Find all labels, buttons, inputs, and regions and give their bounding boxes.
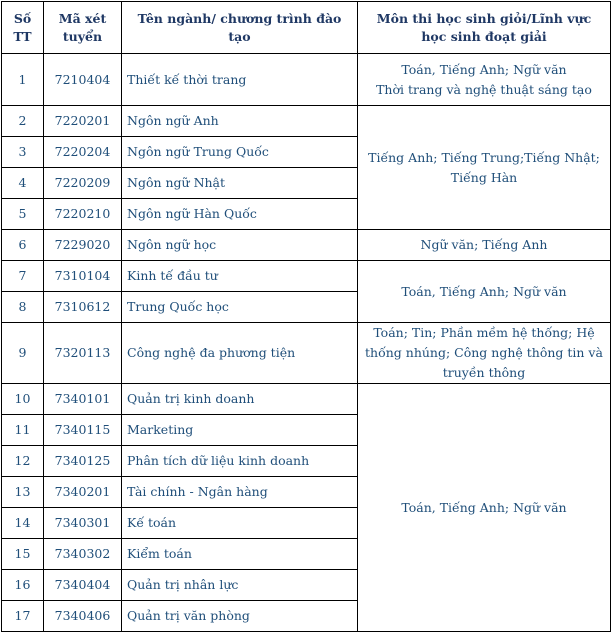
table-row bbox=[2, 323, 611, 384]
mon-line: Tiếng Anh; Tiếng Trung;Tiếng Nhật; Tiếng Hàn bbox=[368, 149, 600, 185]
cell-ten: Phân tích dữ liệu kinh doanh bbox=[122, 446, 358, 477]
header-row bbox=[2, 2, 611, 54]
mon-line: Thời trang và nghệ thuật sáng tạo bbox=[376, 81, 592, 97]
cell-mon-group-1 bbox=[358, 54, 611, 106]
cell-stt: 7 bbox=[2, 261, 44, 292]
cell-ma: 7320113 bbox=[44, 323, 122, 384]
cell-ten: Ngôn ngữ Anh bbox=[122, 106, 358, 137]
cell-stt: 1 bbox=[2, 54, 44, 106]
mon-line: Ngữ văn; Tiếng Anh bbox=[420, 237, 548, 252]
cell-ma: 7220210 bbox=[44, 199, 122, 230]
table-row bbox=[2, 230, 611, 261]
cell-ten: Quản trị kinh doanh bbox=[122, 384, 358, 415]
cell-mon-group-4 bbox=[358, 261, 611, 323]
cell-stt: 10 bbox=[2, 384, 44, 415]
cell-ten: Marketing bbox=[122, 415, 358, 446]
cell-ma: 7340404 bbox=[44, 570, 122, 601]
header-ma-xet-tuyen: Mã xét tuyển bbox=[44, 2, 122, 54]
cell-ten: Ngôn ngữ Nhật bbox=[122, 168, 358, 199]
mon-line: Toán; Tin; Phần mềm hệ thống; Hệ thống nhúng; Công nghệ thông tin và truyền thông bbox=[365, 325, 603, 380]
cell-ma: 7340125 bbox=[44, 446, 122, 477]
cell-stt: 5 bbox=[2, 199, 44, 230]
admission-table bbox=[1, 1, 611, 632]
cell-ma: 7220204 bbox=[44, 137, 122, 168]
cell-stt: 13 bbox=[2, 477, 44, 508]
table-row bbox=[2, 106, 611, 137]
cell-mon-group-6 bbox=[358, 384, 611, 632]
cell-ma: 7229020 bbox=[44, 230, 122, 261]
cell-ten: Ngôn ngữ Hàn Quốc bbox=[122, 199, 358, 230]
mon-line: Toán, Tiếng Anh; Ngữ văn bbox=[401, 283, 567, 299]
cell-ten: Ngôn ngữ học bbox=[122, 230, 358, 261]
cell-mon-group-2 bbox=[358, 106, 611, 230]
cell-stt: 3 bbox=[2, 137, 44, 168]
table-row bbox=[2, 261, 611, 292]
cell-stt: 6 bbox=[2, 230, 44, 261]
cell-mon-group-5 bbox=[358, 323, 611, 384]
cell-ten: Ngôn ngữ Trung Quốc bbox=[122, 137, 358, 168]
mon-line: Toán, Tiếng Anh; Ngữ văn bbox=[401, 499, 567, 515]
cell-mon-group-3 bbox=[358, 230, 611, 261]
cell-ten: Tài chính - Ngân hàng bbox=[122, 477, 358, 508]
cell-ma: 7340115 bbox=[44, 415, 122, 446]
cell-ma: 7340302 bbox=[44, 539, 122, 570]
cell-ma: 7340101 bbox=[44, 384, 122, 415]
cell-stt: 17 bbox=[2, 601, 44, 632]
cell-stt: 16 bbox=[2, 570, 44, 601]
cell-ten: Kinh tế đầu tư bbox=[122, 261, 358, 292]
cell-stt: 12 bbox=[2, 446, 44, 477]
cell-ma: 7220201 bbox=[44, 106, 122, 137]
header-ten-nganh: Tên ngành/ chương trình đào tạo bbox=[122, 2, 358, 54]
cell-ten: Quản trị nhân lực bbox=[122, 570, 358, 601]
cell-ma: 7340201 bbox=[44, 477, 122, 508]
header-mon-thi: Môn thi học sinh giỏi/Lĩnh vực học sinh đoạt giải bbox=[358, 2, 611, 54]
header-stt: Số TT bbox=[2, 2, 44, 54]
cell-ten: Thiết kế thời trang bbox=[122, 54, 358, 106]
cell-ten: Kế toán bbox=[122, 508, 358, 539]
cell-stt: 4 bbox=[2, 168, 44, 199]
cell-ma: 7310612 bbox=[44, 292, 122, 323]
cell-stt: 9 bbox=[2, 323, 44, 384]
cell-ten: Công nghệ đa phương tiện bbox=[122, 323, 358, 384]
cell-stt: 11 bbox=[2, 415, 44, 446]
cell-ten: Trung Quốc học bbox=[122, 292, 358, 323]
cell-stt: 15 bbox=[2, 539, 44, 570]
cell-ten: Quản trị văn phòng bbox=[122, 601, 358, 632]
table-row bbox=[2, 54, 611, 106]
cell-ten: Kiểm toán bbox=[122, 539, 358, 570]
table-row bbox=[2, 384, 611, 415]
cell-ma: 7220209 bbox=[44, 168, 122, 199]
cell-ma: 7340406 bbox=[44, 601, 122, 632]
cell-stt: 2 bbox=[2, 106, 44, 137]
cell-stt: 8 bbox=[2, 292, 44, 323]
cell-ma: 7210404 bbox=[44, 54, 122, 106]
cell-ma: 7340301 bbox=[44, 508, 122, 539]
mon-line: Toán, Tiếng Anh; Ngữ văn bbox=[401, 61, 567, 77]
cell-ma: 7310104 bbox=[44, 261, 122, 292]
cell-stt: 14 bbox=[2, 508, 44, 539]
